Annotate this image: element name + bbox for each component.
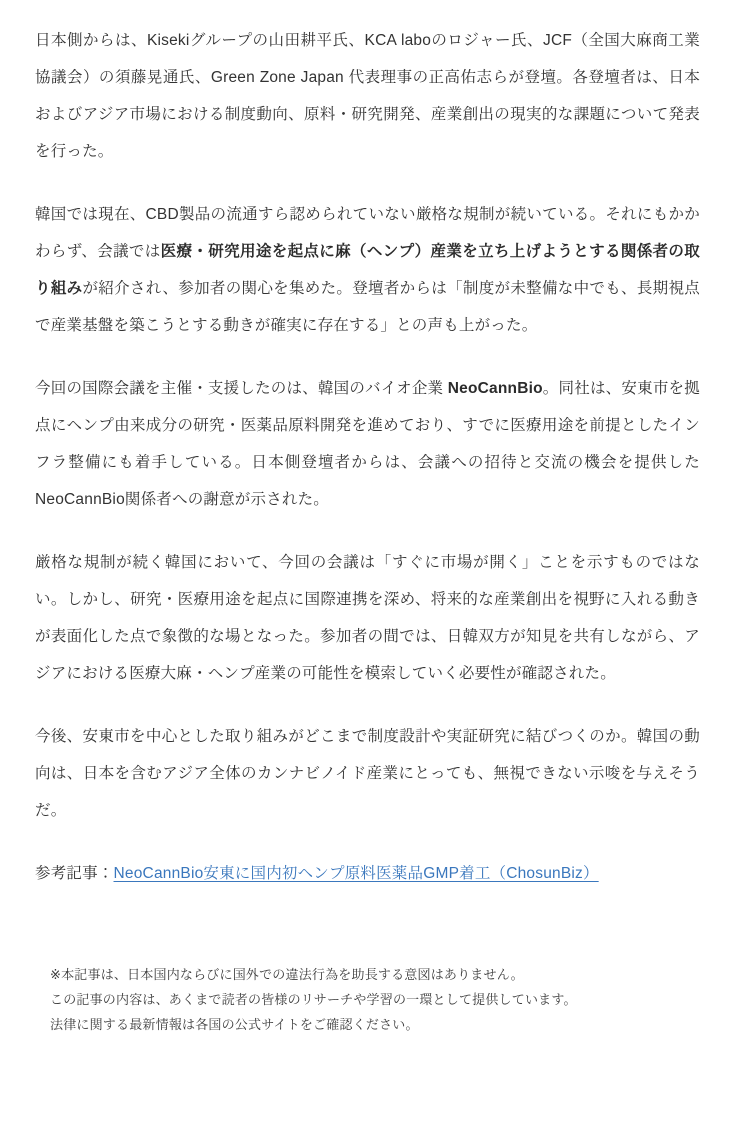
emphasis-run: NeoCannBio (447, 380, 543, 397)
bottom-spacer (35, 1037, 700, 1127)
paragraph-5 (35, 718, 700, 829)
reference-article-link[interactable]: NeoCannBio安東に国内初ヘンプ原料医薬品GMP着工（ChosunBiz） (113, 865, 599, 882)
reference-line (35, 855, 700, 892)
text-run: 。同社は、安東市を拠点にヘンプ由来成分の研究・医薬品原料開発を進めており、すでに医療用途を前提としたインフラ整備にも着手している。日本側登壇者からは、会議への招待と交流の機会を提供したNeoCannBio関係者への謝意が示された。 (35, 380, 700, 508)
text-run: 今回の国際会議を主催・支援したのは、韓国のバイオ企業 (35, 380, 448, 397)
paragraph-2 (35, 196, 700, 344)
reference-label: 参考記事： (35, 865, 114, 882)
text-run: 厳格な規制が続く韓国において、今回の会議は「すぐに市場が開く」ことを示すものではない。しかし、研究・医療用途を起点に国際連携を深め、将来的な産業創出を視野に入れる動きが表面化した点で象徴的な場となった。参加者の間では、日韓双方が知見を共有しながら、アジアにおける医療大麻・ヘンプ産業の可能性を模索していく必要性が確認された。 (35, 554, 700, 682)
paragraph-4 (35, 544, 700, 692)
paragraph-1 (35, 22, 700, 170)
emphasis-run: 医療・研究用途を起点に麻（ヘンプ）産業を立ち上げようとする関係者の取り組み (35, 243, 700, 297)
text-run: 日本側からは、Kisekiグループの山田耕平氏、KCA laboのロジャー氏、JCF（全国大麻商工業協議会）の須藤晃通氏、Green Zone Japan 代表理事の正高佑志らが登壇。各登壇者は、日本およびアジア市場における制度動向、原料・研究開発、産業創出の現実的な課題について発表を行った。 (35, 32, 700, 160)
paragraph-3 (35, 370, 700, 518)
disclaimer-line-3: 法律に関する最新情報は各国の公式サイトをご確認ください。 (50, 1017, 419, 1032)
disclaimer-block (35, 962, 700, 1037)
text-run: が紹介され、参加者の関心を集めた。登壇者からは「制度が未整備な中でも、長期視点で産業基盤を築こうとする動きが確実に存在する」との声も上がった。 (35, 280, 701, 334)
text-run: 今後、安東市を中心とした取り組みがどこまで制度設計や実証研究に結びつくのか。韓国の動向は、日本を含むアジア全体のカンナビノイド産業にとっても、無視できない示唆を与えそうだ。 (35, 728, 700, 819)
disclaimer-line-1: ※本記事は、日本国内ならびに国外での違法行為を助長する意図はありません。 (50, 967, 524, 982)
disclaimer-line-2: この記事の内容は、あくまで読者の皆様のリサーチや学習の一環として提供しています。 (50, 992, 577, 1007)
text-run: 韓国では現在、CBD製品の流通すら認められていない厳格な規制が続いている。それにもかかわらず、会議では (35, 206, 700, 260)
